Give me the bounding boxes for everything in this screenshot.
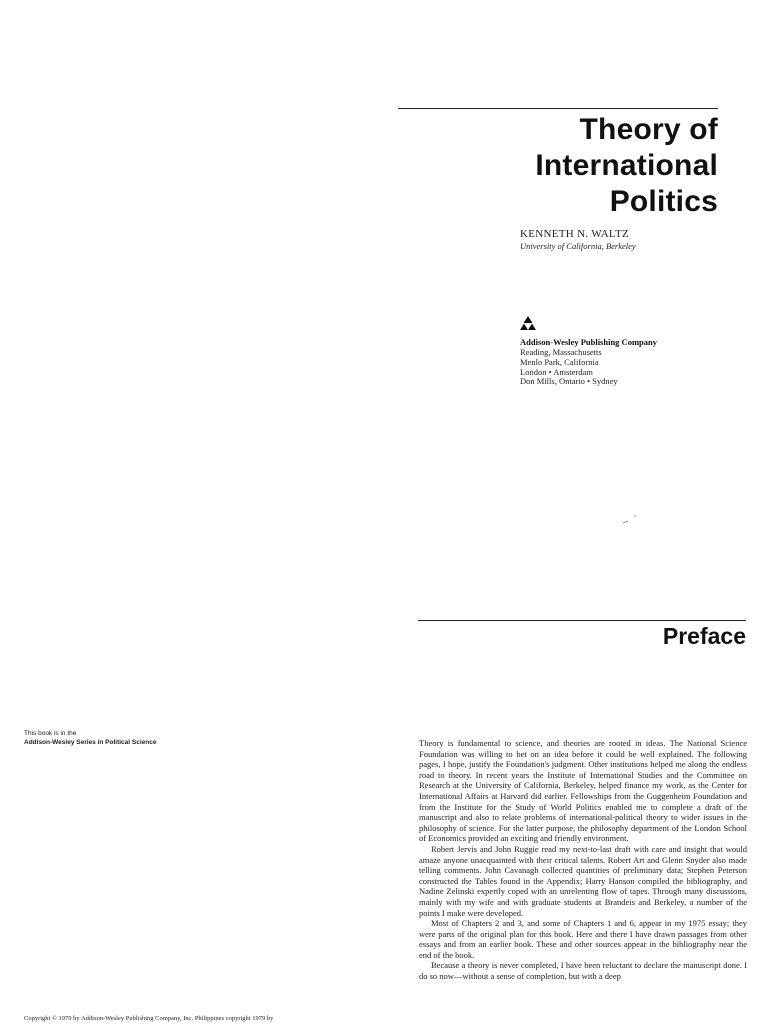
series-note-line: Addison-Wesley Series in Political Science [24, 738, 157, 746]
preface-heading: Preface [662, 623, 746, 649]
publisher-location: Reading, Massachusetts [520, 347, 602, 357]
title-line: International [535, 149, 718, 182]
preface-paragraph: Because a theory is never completed, I have been reluctant to declare the manuscript done. I do so now—without a sense of completion, but with a deep [419, 960, 747, 982]
copyright-line: Copyright © 1979 by Addison-Wesley Publishing Company, Inc. Philippines copyright 1979 by [24, 1015, 274, 1022]
publisher-locations [520, 348, 618, 387]
preface-paragraph: Robert Jervis and John Ruggie read my next-to-last draft with care and insight that would amaze anyone unacquainted with their critical talents. Robert Art and Glenn Snyder also made telling comments. John Cavanagh collected quantities of preliminary data; Stephen Peterson constructed the Tables found in the Appendix; Harry Hanson compiled the bibliography, and Nadine Zelinski expertly coped with an unrelenting flow of tapes. Through many discussions, mainly with my wife and with graduate students at Brandeis and Berkeley, a number of the points I make were developed. [419, 843, 747, 918]
book-title [470, 112, 718, 220]
publisher-logo-icon [520, 316, 536, 330]
preface-paragraph: Most of Chapters 2 and 3, and some of Chapters 1 and 6, appear in my 1975 essay; they were parts of the original plan for this book. Here and there I have drawn passages from other essays and from an earlier book. These and other sources appear in the bibliography near the end of the book. [419, 918, 747, 960]
publisher-name: Addison-Wesley Publishing Company [520, 337, 657, 347]
publisher-location: Menlo Park, California [520, 356, 599, 367]
title-line: Politics [609, 185, 718, 218]
scan-speck [622, 513, 640, 525]
title-rule [398, 108, 718, 109]
preface-body [419, 738, 747, 1024]
publisher-location: London • Amsterdam [520, 366, 593, 377]
series-note-line: This book is in the [24, 730, 77, 737]
author-affiliation: University of California, Berkeley [520, 241, 636, 251]
preface-paragraph: Theory is fundamental to science, and theories are rooted in ideas. The National Science Foundation was willing to bet on an idea before it could be well explained. The following pages, I hope, justify the Foundation's judgment. Other institutions helped me along the endless road to theory. In recent years the Institute of International Studies and the Committee on Research at the University of California, Berkeley, helped finance my work, as the Center for International Affairs at Harvard did earlier. Fellowships from the Guggenheim Foundation and from the Institute for the Study of World Politics enabled me to complete a draft of the manuscript and also to relate problems of international-political theory to wider issues in the philosophy of science. For the latter purpose, the philosophy department of the London School of Economics provided an exciting and friendly environment. [419, 738, 747, 844]
series-note [24, 730, 156, 747]
title-line: Theory of [579, 113, 718, 146]
author-name: KENNETH N. WALTZ [520, 228, 629, 240]
publisher-location: Don Mills, Ontario • Sydney [520, 376, 618, 387]
